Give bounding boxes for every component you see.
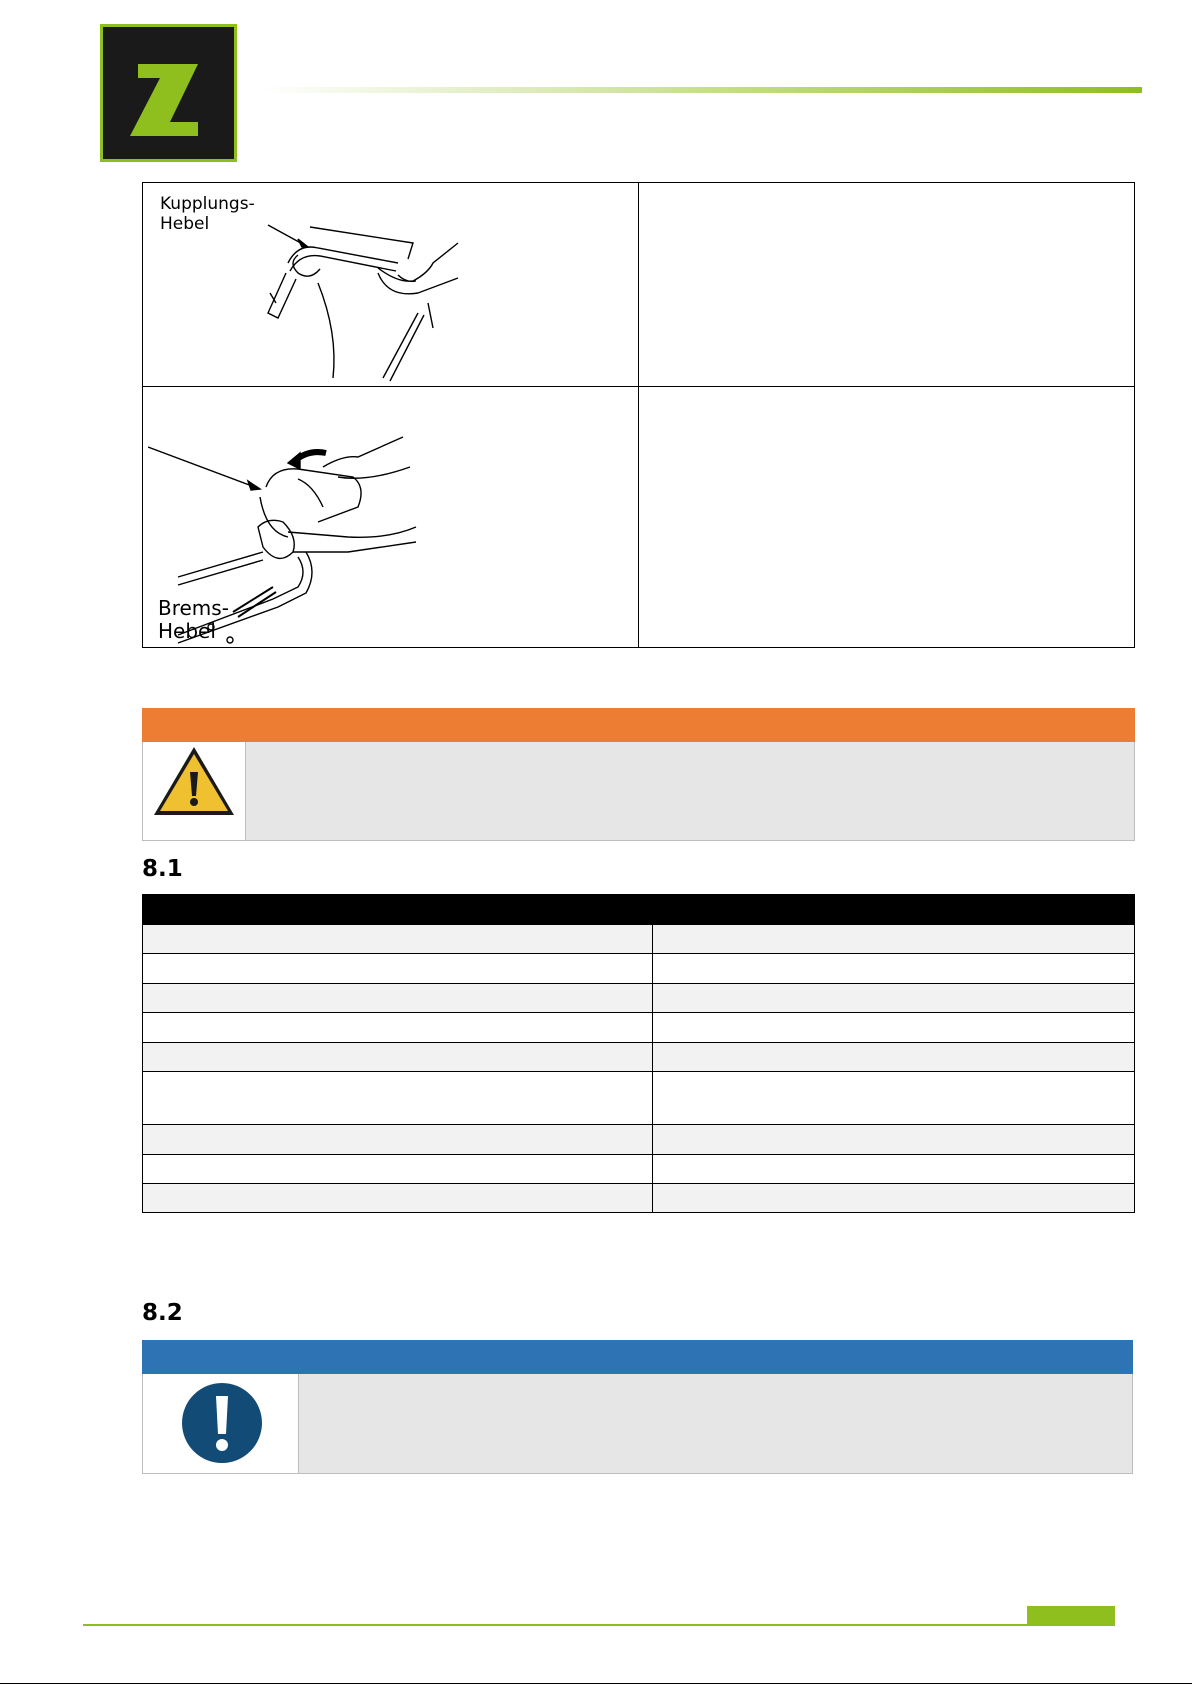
- brake-figure-cell: [143, 387, 638, 647]
- warning-icon-cell: [143, 742, 246, 840]
- table-row: [142, 954, 1135, 984]
- notice-icon-cell: [143, 1374, 299, 1473]
- clutch-label-line1: Kupplungs-: [160, 194, 255, 214]
- brand-logo: [100, 24, 237, 162]
- clutch-lever-illustration: [228, 203, 578, 383]
- table-row: [142, 1013, 1135, 1043]
- brake-label-line2: Hebel: [158, 619, 216, 643]
- footer-page-tab: [1027, 1606, 1115, 1626]
- mandatory-exclamation-icon: [181, 1382, 263, 1464]
- clutch-description-cell: [639, 183, 1134, 386]
- clutch-figure-cell: [143, 183, 638, 386]
- specification-table: [142, 894, 1135, 1213]
- table-row: [142, 1155, 1135, 1184]
- brake-description-cell: [639, 387, 1134, 647]
- notice-header-bar: [142, 1340, 1133, 1374]
- table-row: [142, 1125, 1135, 1155]
- brake-lever-illustration: [148, 427, 418, 645]
- section-heading-8-2: 8.2: [142, 1300, 183, 1326]
- section-heading-8-1: 8.1: [142, 856, 183, 882]
- warning-body: [142, 742, 1135, 841]
- clutch-label-line2: Hebel: [160, 213, 210, 234]
- table-row: [142, 1043, 1135, 1072]
- warning-header-bar: [142, 708, 1135, 742]
- table-row: [142, 1072, 1135, 1125]
- table-header-row: [142, 894, 1135, 925]
- table-row: [142, 1184, 1135, 1213]
- header-rule: [260, 87, 1142, 93]
- brake-label-line1: Brems-: [158, 596, 229, 620]
- warning-triangle-icon: [152, 744, 236, 818]
- footer-rule: [83, 1624, 1115, 1626]
- table-row: [142, 925, 1135, 954]
- page-bottom-rule: [0, 1683, 1192, 1684]
- notice-body: [142, 1374, 1133, 1474]
- illustration-table: [142, 182, 1135, 648]
- table-row: [142, 984, 1135, 1013]
